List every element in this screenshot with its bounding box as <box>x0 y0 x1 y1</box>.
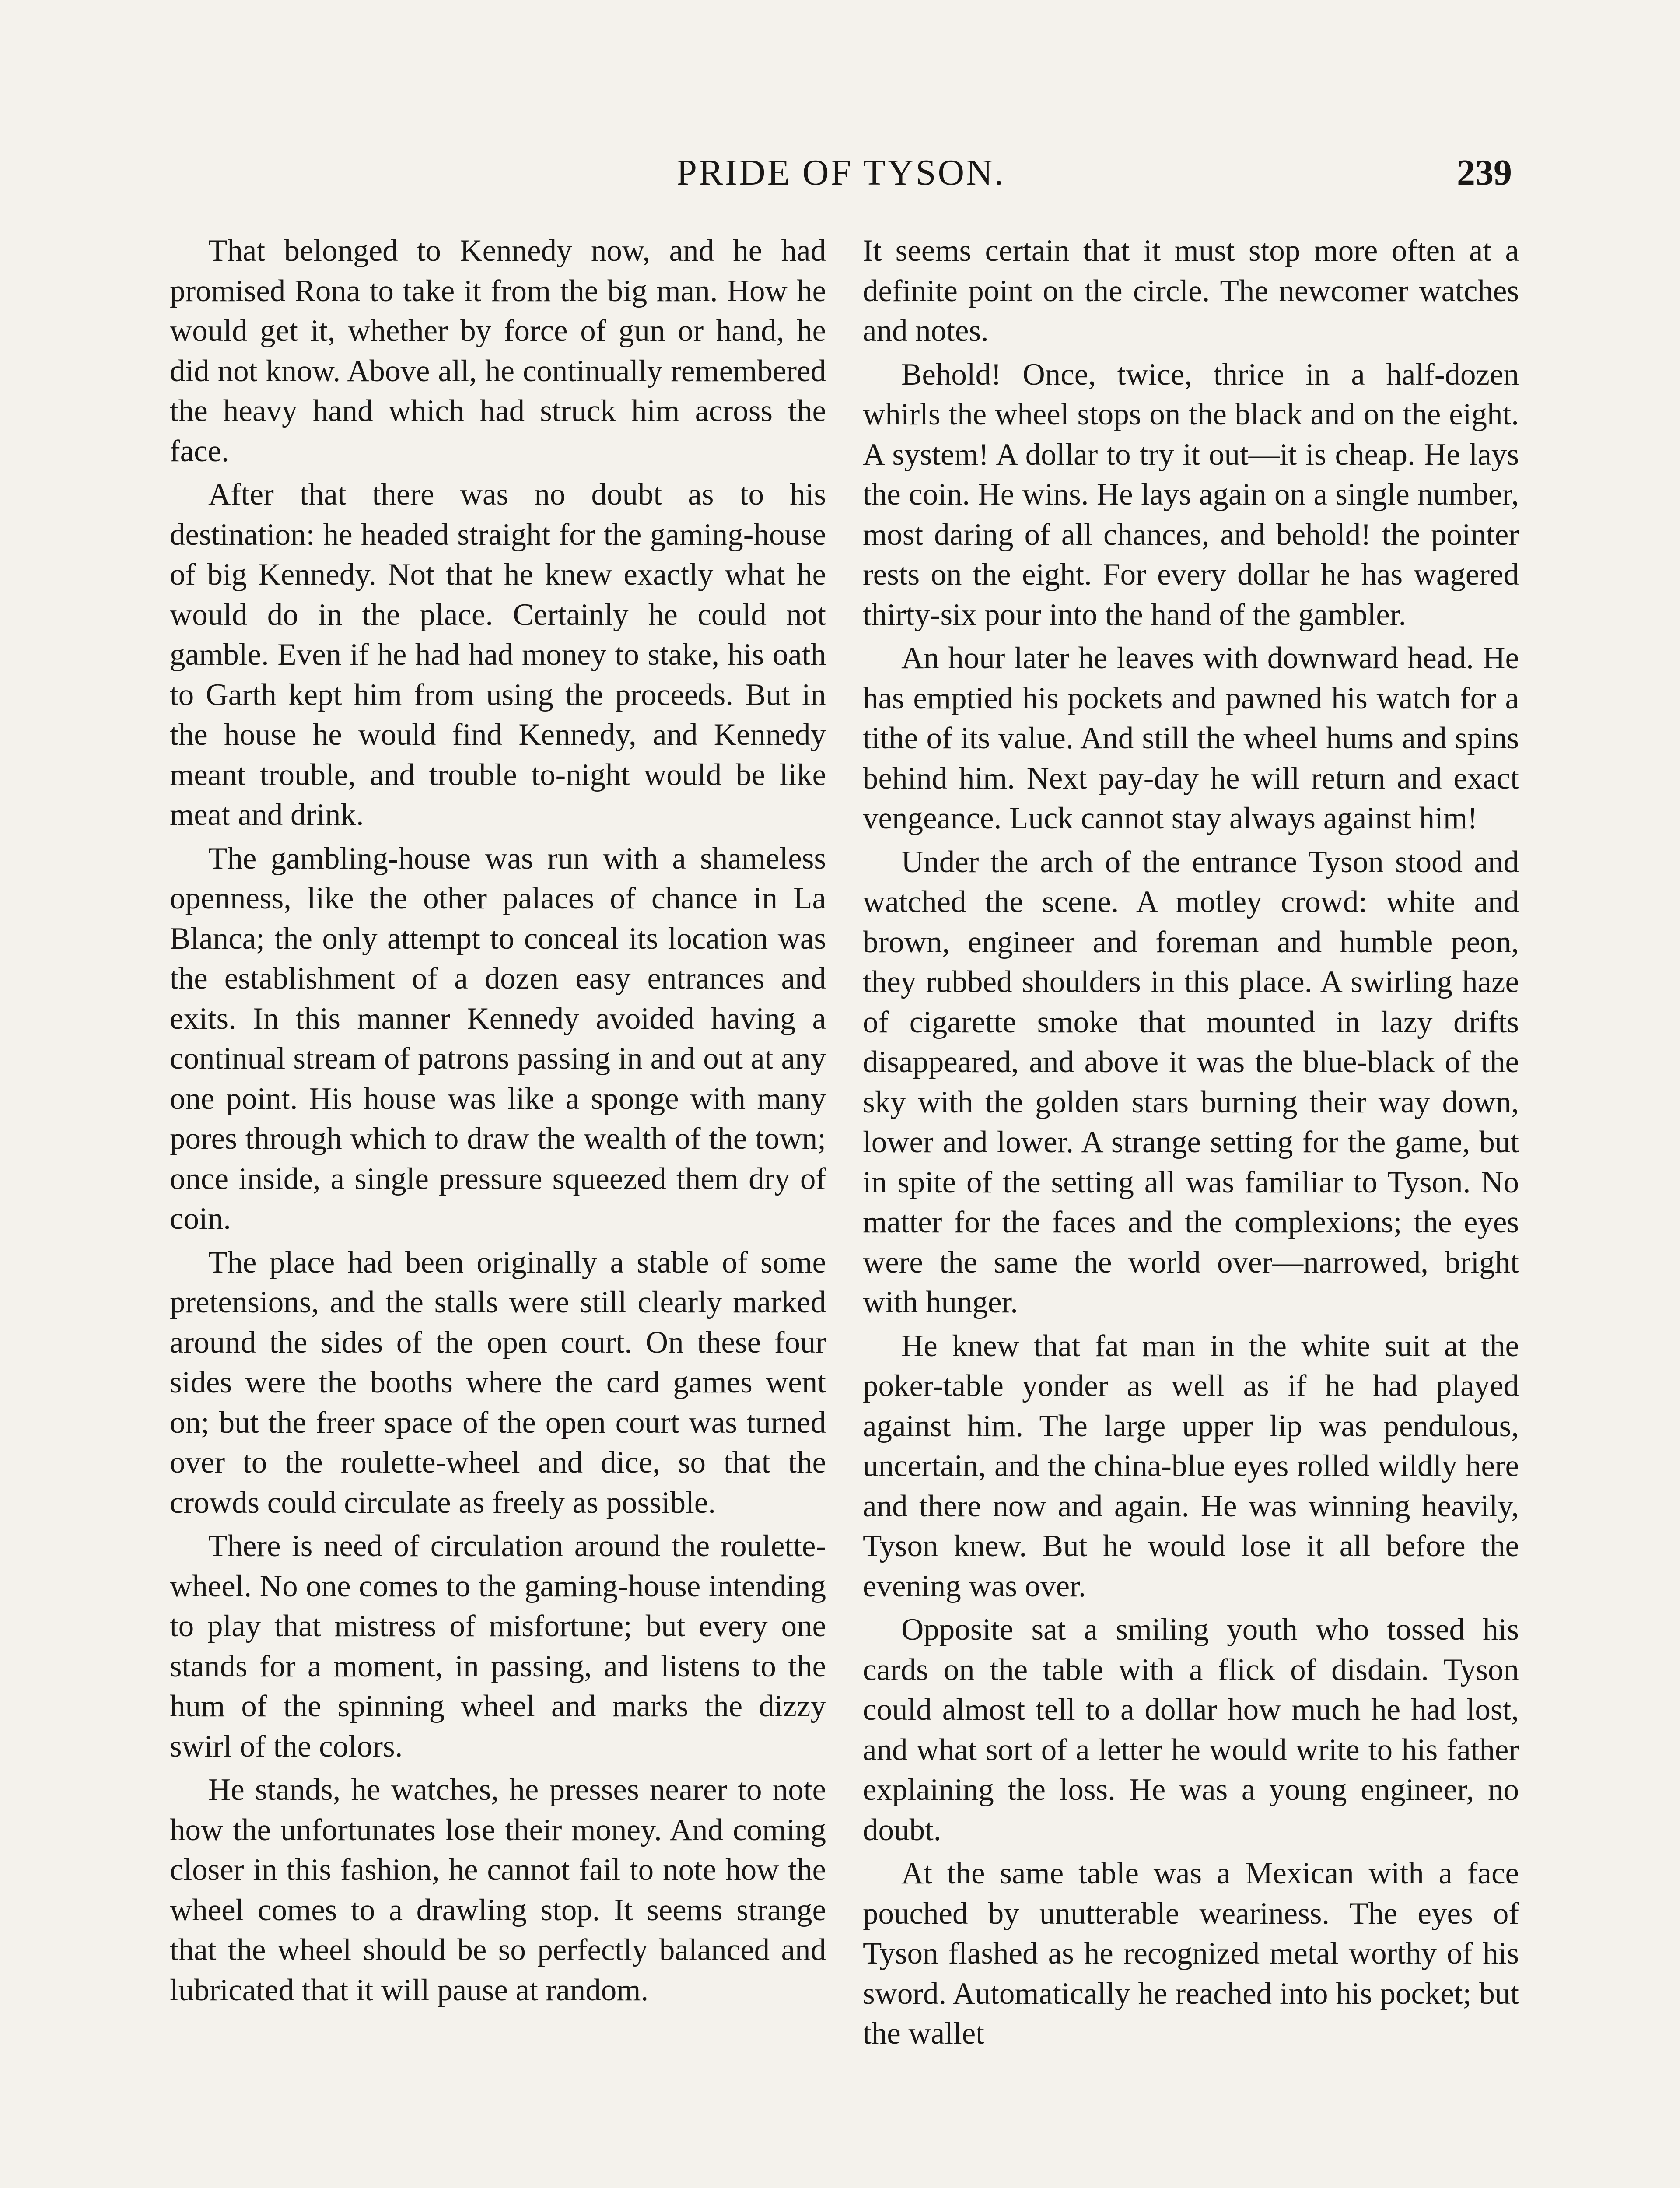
page-header <box>170 149 1512 197</box>
paragraph: An hour later he leaves with downward head. He has emptied his pockets and pawned his watch for a tithe of its value. And still the wheel hums and spins behind him. Next pay-day he will return and exact vengeance. Luck cannot stay always against him! <box>863 641 1519 835</box>
continued-paragraph: It seems certain that it must stop more often at a definite point on the circle. The newcomer watches and notes. <box>863 234 1519 348</box>
paragraph: Behold! Once, twice, thrice in a half-dozen whirls the wheel stops on the black and on the eight. A system! A dollar to try it out—it is cheap. He lays the coin. He wins. He lays again on a single number, most daring of all chances, and behold! the pointer rests on the eight. For every dollar he has wagered thirty-six pour into the hand of the gambler. <box>863 357 1519 632</box>
paragraph: The place had been originally a stable of some pretensions, and the stalls were still clearly marked around the sides of the open court. On these four sides were the booths where the card games went on; but the freer space of the open court was turned over to the roulette-wheel and dice, so that the crowds could circulate as freely as possible. <box>170 1245 826 1520</box>
paragraph: There is need of circulation around the roulette-wheel. No one comes to the gaming-house intending to play that mistress of misfortune; but every one stands for a moment, in passing, and listens to the hum of the spinning wheel and marks the dizzy swirl of the colors. <box>170 1529 826 1764</box>
paragraph: He knew that fat man in the white suit at the poker-table yonder as well as if he had played against him. The large upper lip was pendulous, uncertain, and the china-blue eyes rolled wildly here and there now and again. He was winning heavily, Tyson knew. But he would lose it all before the evening was over. <box>863 1329 1519 1603</box>
paragraph: The gambling-house was run with a shameless openness, like the other palaces of chance in La Blanca; the only attempt to conceal its location was the establishment of a dozen easy entrances and exits. In this manner Kennedy avoided having a continual stream of patrons passing in and out at any one point. His house was like a sponge with many pores through which to draw the wealth of the town; once inside, a single pressure squeezed them dry of coin. <box>170 841 826 1236</box>
paragraph: He stands, he watches, he presses nearer to note how the unfortunates lose their money. And coming closer in this fashion, he cannot fail to note how the wheel comes to a drawling stop. It seems strange that the wheel should be so perfectly balanced and lubricated that it will pause at random. <box>170 1773 826 2007</box>
paragraph: Opposite sat a smiling youth who tossed his cards on the table with a flick of disdain. Tyson could almost tell to a dollar how much he had lost, and what sort of a letter he would write to his father explaining the loss. He was a young engineer, no doubt. <box>863 1613 1519 1847</box>
paragraph: That belonged to Kennedy now, and he had promised Rona to take it from the big man. How he would get it, whether by force of gun or hand, he did not know. Above all, he continually remembered the heavy hand which had struck him across the face. <box>170 234 826 468</box>
paragraph: After that there was no doubt as to his destination: he headed straight for the gaming-house of big Kennedy. Not that he knew exactly what he would do in the place. Certainly he could not gamble. Even if he had had money to stake, his oath to Garth kept him from using the proceeds. But in the house he would find Kennedy, and Kennedy meant trouble, and trouble to-night would be like meat and drink. <box>170 477 826 832</box>
paragraph: At the same table was a Mexican with a face pouched by unutterable weariness. The eyes of Tyson flashed as he recognized metal worthy of his sword. Automatically he reached into his pocket; but the wallet <box>863 1856 1519 2051</box>
paragraph: Under the arch of the entrance Tyson stood and watched the scene. A motley crowd: white and brown, engineer and foreman and humble peon, they rubbed shoulders in this place. A swirling haze of cigarette smoke that mounted in lazy drifts disappeared, and above it was the blue-black of the sky with the golden stars burning their way down, lower and lower. A strange setting for the game, but in spite of the setting all was familiar to Tyson. No matter for the faces and the complexions; the eyes were the same the world over—narrowed, bright with hunger. <box>863 845 1519 1319</box>
right-column <box>863 231 1519 2054</box>
page-number: 239 <box>1457 152 1512 193</box>
running-title: PRIDE OF TYSON. <box>676 152 1005 193</box>
left-column <box>170 231 826 2010</box>
